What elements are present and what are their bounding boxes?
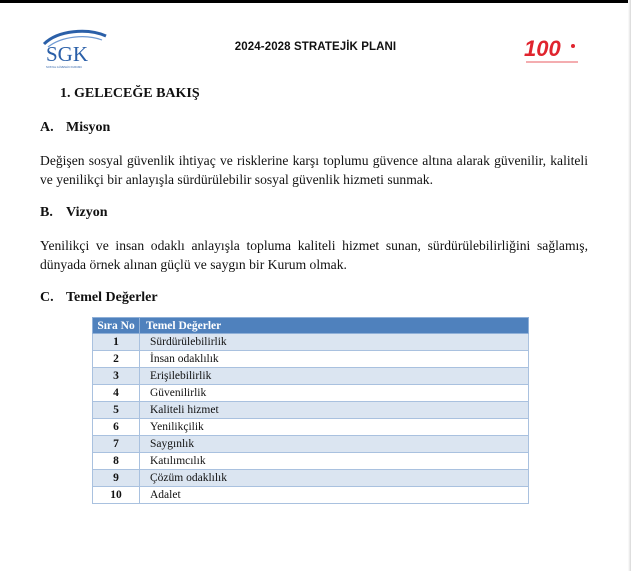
row-value: Saygınlık [140, 436, 529, 453]
row-number: 3 [93, 368, 140, 385]
mission-heading-label: Misyon [66, 120, 111, 135]
row-number: 9 [93, 470, 140, 487]
row-value: İnsan odaklılık [140, 351, 529, 368]
row-value: Yenilikçilik [140, 419, 529, 436]
document-title: 2024-2028 STRATEJİK PLANI [234, 41, 397, 53]
vision-number: B. [40, 205, 53, 220]
mission-number: A. [40, 120, 54, 135]
row-value: Kaliteli hizmet [140, 402, 529, 419]
mission-heading [40, 120, 110, 136]
row-value: Katılımcılık [140, 453, 529, 470]
table-row [93, 385, 529, 402]
centennial-logo [522, 32, 584, 68]
table-row [93, 419, 529, 436]
row-number: 1 [93, 334, 140, 351]
table-row [93, 351, 529, 368]
values-heading-label: Temel Değerler [66, 290, 158, 305]
table-row [93, 487, 529, 504]
row-number: 6 [93, 419, 140, 436]
row-number: 5 [93, 402, 140, 419]
section-title: 1. GELECEĞE BAKIŞ [60, 86, 200, 101]
core-values-table [92, 317, 529, 504]
centennial-logo-text: 100 [524, 36, 561, 61]
row-number: 10 [93, 487, 140, 504]
table-row [93, 436, 529, 453]
row-value: Adalet [140, 487, 529, 504]
sgk-logo-text: SGK [46, 42, 89, 66]
row-value: Erişilebilirlik [140, 368, 529, 385]
row-number: 4 [93, 385, 140, 402]
column-header-value: Temel Değerler [140, 318, 529, 334]
table-header-row [93, 318, 529, 334]
vision-heading-label: Vizyon [66, 205, 108, 220]
page-header [0, 28, 631, 72]
row-value: Sürdürülebilirlik [140, 334, 529, 351]
sgk-logo-subtext: SOSYAL GÜVENLİK KURUMU [46, 66, 83, 69]
table-row [93, 402, 529, 419]
vision-heading [40, 205, 107, 221]
row-value: Çözüm odaklılık [140, 470, 529, 487]
table-row [93, 453, 529, 470]
column-header-no: Sıra No [93, 318, 140, 334]
row-value: Güvenilirlik [140, 385, 529, 402]
table-row [93, 334, 529, 351]
values-heading [40, 290, 158, 306]
row-number: 8 [93, 453, 140, 470]
row-number: 2 [93, 351, 140, 368]
vision-text: Yenilikçi ve insan odaklı anlayışla topluma kaliteli hizmet sunan, sürdürülebilirliğini sağlamış, dünyada örnek alınan güçlü ve saygın bir Kurum olmak. [40, 238, 588, 272]
values-number: C. [40, 290, 54, 305]
table-row [93, 470, 529, 487]
table-row [93, 368, 529, 385]
top-border [0, 0, 631, 3]
row-number: 7 [93, 436, 140, 453]
mission-text: Değişen sosyal güvenlik ihtiyaç ve risklerine karşı toplumu güvence altına alarak güvenilir, kaliteli ve yenilikçi bir anlayışla sürdürülebilir sosyal güvenlik hizmeti sunmak. [40, 153, 588, 187]
